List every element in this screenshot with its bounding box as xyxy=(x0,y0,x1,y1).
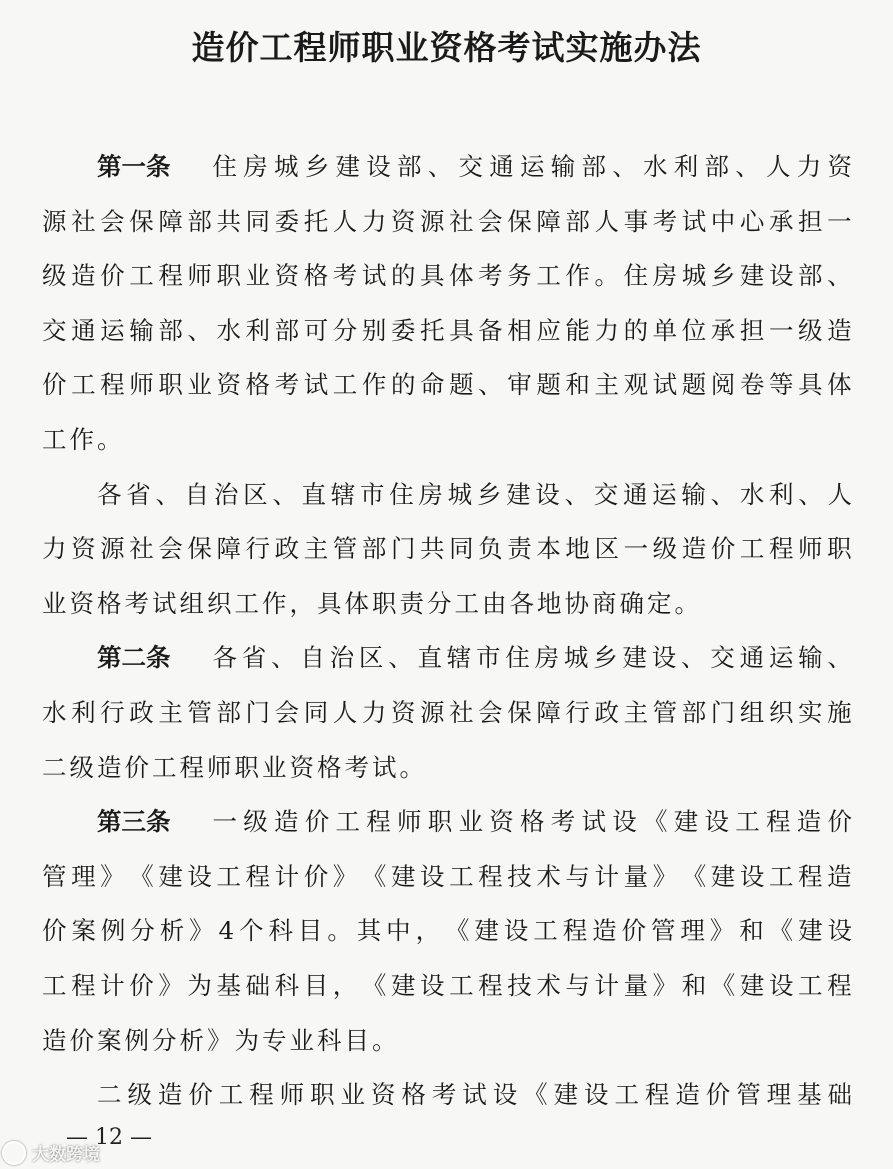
line-text: 级 造 价 工 程 师 职 业 资 格 考 试 的 具 体 考 务 工 作 。 住 房 城 乡 建 设 部 、 xyxy=(42,261,852,291)
line-text: 价 案 例 分 析 》 4 个 科 目 。 其 中 ， 《 建 设 工 程 造 价 管 理 》 和 《 建 设 xyxy=(42,916,852,946)
text-line xyxy=(42,904,852,959)
document-title: 造价工程师职业资格考试实施办法 xyxy=(191,28,702,67)
article-heading: 第一条 xyxy=(97,152,171,181)
text-line xyxy=(42,468,852,523)
document-body xyxy=(42,140,852,1123)
line-text: 二 级 造 价 工 程 师 职 业 资 格 考 试 设 《 建 设 工 程 造 价 管 理 基 础 xyxy=(97,1080,852,1110)
line-text: 各 省 、 自 治 区 、 直 辖 市 住 房 城 乡 建 设 、 交 通 运 输 、 xyxy=(212,643,852,673)
watermark-text: 大数跨境 xyxy=(32,1145,100,1165)
line-text: 住 房 城 乡 建 设 部 、 交 通 运 输 部 、 水 利 部 、 人 力 资 xyxy=(212,152,852,181)
line-text: 一 级 造 价 工 程 师 职 业 资 格 考 试 设 《 建 设 工 程 造 价 xyxy=(212,807,852,837)
line-text: 交 通 运 输 部 、 水 利 部 可 分 别 委 托 具 备 相 应 能 力 的 单 位 承 担 一 级 造 xyxy=(42,315,852,345)
line-text: 水 利 行 政 主 管 部 门 会 同 人 力 资 源 社 会 保 障 行 政 主 管 部 门 组 织 实 施 xyxy=(42,697,852,727)
text-line xyxy=(42,577,852,632)
text-line xyxy=(42,1068,852,1123)
line-text: 工作。 xyxy=(42,424,125,454)
article-line xyxy=(42,140,852,195)
text-line xyxy=(42,850,852,905)
text-line xyxy=(42,686,852,741)
line-text: 工 程 计 价 》 为 基 础 科 目 ， 《 建 设 工 程 技 术 与 计 量 》 和 《 建 设 工 程 xyxy=(42,970,852,1000)
article-heading: 第二条 xyxy=(97,643,171,673)
line-text: 业资格考试组织工作，具体职责分工由各地协商确定。 xyxy=(42,588,702,618)
text-line xyxy=(42,358,852,413)
line-text: 价 工 程 师 职 业 资 格 考 试 工 作 的 命 题 、 审 题 和 主 观 试 题 阅 卷 等 具 体 xyxy=(42,370,852,400)
line-text: 源 社 会 保 障 部 共 同 委 托 人 力 资 源 社 会 保 障 部 人 事 考 试 中 心 承 担 一 xyxy=(42,206,852,236)
text-line xyxy=(42,741,852,796)
article-heading: 第三条 xyxy=(97,807,171,837)
article-line xyxy=(42,795,852,850)
text-line xyxy=(42,959,852,1014)
text-line xyxy=(42,195,852,250)
line-text: 管 理 》 《 建 设 工 程 计 价 》 《 建 设 工 程 技 术 与 计 量 》 《 建 设 工 程 造 xyxy=(42,861,852,891)
watermark-logo-icon xyxy=(2,1141,26,1165)
watermark xyxy=(2,1140,100,1165)
line-text: 二级造价工程师职业资格考试。 xyxy=(42,752,427,782)
text-line xyxy=(42,249,852,304)
text-line xyxy=(42,522,852,577)
article-line xyxy=(42,631,852,686)
page-number: — 12 — xyxy=(66,1125,152,1150)
line-text: 力 资 源 社 会 保 障 行 政 主 管 部 门 共 同 负 责 本 地 区 一 级 造 价 工 程 师 职 xyxy=(42,534,852,564)
text-line xyxy=(42,1014,852,1069)
text-line xyxy=(42,304,852,359)
line-text: 造价案例分析》为专业科目。 xyxy=(42,1025,400,1055)
line-text: 各 省 、 自 治 区 、 直 辖 市 住 房 城 乡 建 设 、 交 通 运 输 、 水 利 、 人 xyxy=(97,479,852,509)
text-line xyxy=(42,413,852,468)
